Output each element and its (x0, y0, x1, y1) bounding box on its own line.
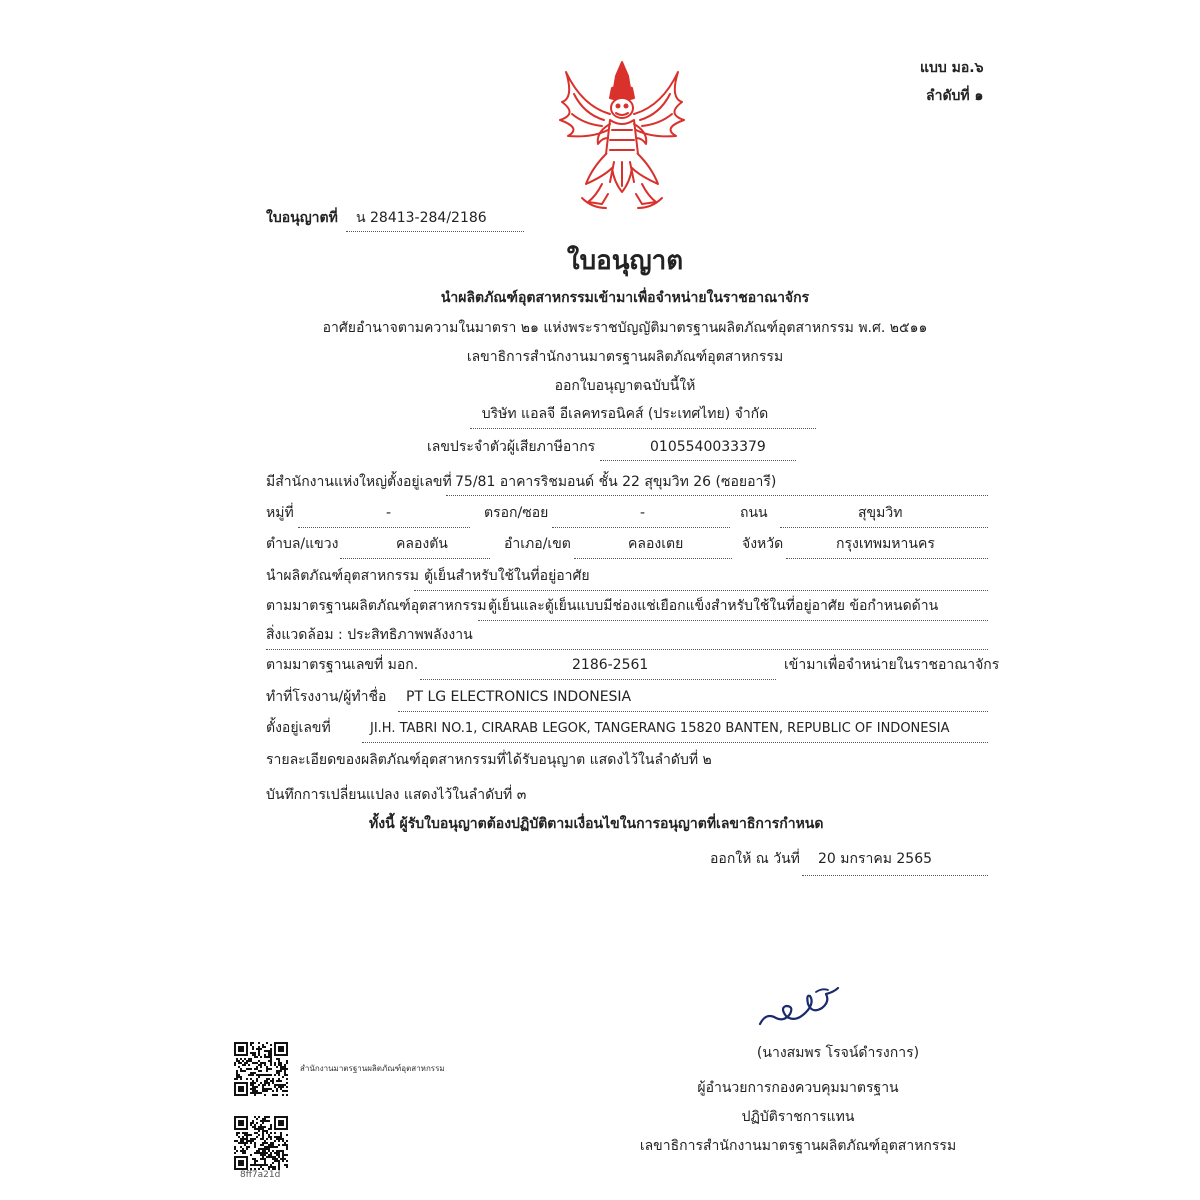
license-number-label: ใบอนุญาตที่ (266, 210, 338, 226)
standard-underline-1 (478, 620, 988, 621)
manufacturer-address-underline (362, 742, 988, 743)
signature-mark (756, 984, 842, 1028)
district-underline (574, 558, 732, 559)
issue-date-value: 20 มกราคม 2565 (818, 851, 933, 867)
signatory-office: เลขาธิการสำนักงานมาตรฐานผลิตภัณฑ์อุตสาหกรรม (639, 1138, 957, 1154)
head-office-underline (446, 495, 988, 496)
product-label: นำผลิตภัณฑ์อุตสาหกรรม (266, 568, 420, 584)
form-code: แบบ มอ.๖ (920, 60, 984, 76)
province-label: จังหวัด (742, 536, 784, 552)
province-underline (786, 558, 988, 559)
head-office-label: มีสำนักงานแห่งใหญ่ตั้งอยู่เลขที่ (266, 474, 452, 490)
standard-number-suffix: เข้ามาเพื่อจำหน่ายในราชอาณาจักร (784, 657, 1000, 673)
condition-statement: ทั้งนี้ ผู้รับใบอนุญาตต้องปฏิบัติตามเงื่อนไขในการอนุญาตที่เลขาธิการกำหนด (369, 816, 824, 832)
qr-code-icon (234, 1042, 288, 1096)
authority-line-1: อาศัยอำนาจตามความในมาตรา ๒๑ แห่งพระราชบัญญัติมาตรฐานผลิตภัณฑ์อุตสาหกรรม พ.ศ. ๒๕๑๑ (322, 320, 928, 336)
sequence-number: ลำดับที่ ๑ (926, 88, 984, 104)
document-title: ใบอนุญาต (566, 246, 684, 276)
province-value: กรุงเทพมหานคร (836, 536, 935, 552)
subdistrict-underline (340, 558, 490, 559)
signatory-acting: ปฏิบัติราชการแทน (741, 1109, 855, 1125)
document-subtitle: นำผลิตภัณฑ์อุตสาหกรรมเข้ามาเพื่อจำหน่ายในราชอาณาจักร (440, 290, 810, 306)
qr-code-icon (234, 1116, 288, 1170)
moo-value: - (386, 505, 392, 521)
standard-label: ตามมาตรฐานผลิตภัณฑ์อุตสาหกรรม (266, 598, 487, 614)
road-value: สุขุมวิท (858, 505, 903, 521)
product-underline (414, 590, 988, 591)
manufacturer-address-label: ตั้งอยู่เลขที่ (266, 720, 331, 736)
subdistrict-label: ตำบล/แขวง (266, 536, 339, 552)
note-details: รายละเอียดของผลิตภัณฑ์อุตสาหกรรมที่ได้รับอนุญาต แสดงไว้ในลำดับที่ ๒ (266, 752, 712, 768)
district-label: อำเภอ/เขต (504, 536, 571, 552)
tax-id-label: เลขประจำตัวผู้เสียภาษีอากร (427, 439, 596, 455)
manufacturer-label: ทำที่โรงงาน/ผู้ทำชื่อ (266, 689, 387, 705)
authority-line-3: ออกใบอนุญาตฉบับนี้ให้ (554, 378, 696, 394)
qr-caption: สำนักงานมาตรฐานผลิตภัณฑ์อุตสาหกรรม (300, 1064, 445, 1073)
qr-code-id: 8ff7a21d (240, 1170, 281, 1180)
standard-underline-2 (266, 649, 988, 650)
tax-id-underline (600, 460, 796, 461)
soi-underline (552, 527, 730, 528)
standard-value-line-2: สิ่งแวดล้อม : ประสิทธิภาพพลังงาน (266, 627, 473, 643)
manufacturer-address-value: JI.H. TABRI NO.1, CIRARAB LEGOK, TANGERANG 15820 BANTEN, REPUBLIC OF INDONESIA (370, 721, 950, 736)
manufacturer-underline (398, 711, 988, 712)
road-label: ถนน (740, 505, 768, 521)
authority-line-2: เลขาธิการสำนักงานมาตรฐานผลิตภัณฑ์อุตสาหกรรม (466, 349, 784, 365)
product-value: ตู้เย็นสำหรับใช้ในที่อยู่อาศัย (424, 568, 590, 584)
company-underline (470, 428, 816, 429)
head-office-value: 75/81 อาคารริชมอนด์ ชั้น 22 สุขุมวิท 26 (ซอยอารี) (455, 474, 777, 490)
tax-id-value: 0105540033379 (650, 439, 766, 455)
issue-date-label: ออกให้ ณ วันที่ (710, 851, 800, 867)
note-changes: บันทึกการเปลี่ยนแปลง แสดงไว้ในลำดับที่ ๓ (266, 787, 527, 803)
license-number-underline (346, 231, 524, 232)
moo-label: หมู่ที่ (266, 505, 294, 521)
standard-number-underline (420, 679, 776, 680)
license-number-value: น 28413-284/2186 (356, 210, 487, 226)
soi-value: - (640, 505, 646, 521)
standard-number-label: ตามมาตรฐานเลขที่ มอก. (266, 657, 419, 673)
district-value: คลองเตย (628, 536, 684, 552)
signatory-position: ผู้อำนวยการกองควบคุมมาตรฐาน (697, 1080, 899, 1096)
road-underline (780, 527, 988, 528)
standard-number-value: 2186-2561 (572, 657, 649, 673)
soi-label: ตรอก/ซอย (484, 505, 549, 521)
moo-underline (298, 527, 470, 528)
signatory-name: (นางสมพร โรจน์ดำรงการ) (756, 1045, 920, 1061)
standard-value-line-1: ตู้เย็นและตู้เย็นแบบมีช่องแช่เยือกแข็งสำหรับใช้ในที่อยู่อาศัย ข้อกำหนดด้าน (488, 598, 939, 614)
company-name: บริษัท แอลจี อีเลคทรอนิคส์ (ประเทศไทย) จำกัด (481, 406, 769, 422)
manufacturer-value: PT LG ELECTRONICS INDONESIA (406, 689, 632, 705)
issue-date-underline (802, 875, 988, 876)
garuda-emblem-icon (552, 58, 692, 214)
subdistrict-value: คลองตัน (396, 536, 448, 552)
